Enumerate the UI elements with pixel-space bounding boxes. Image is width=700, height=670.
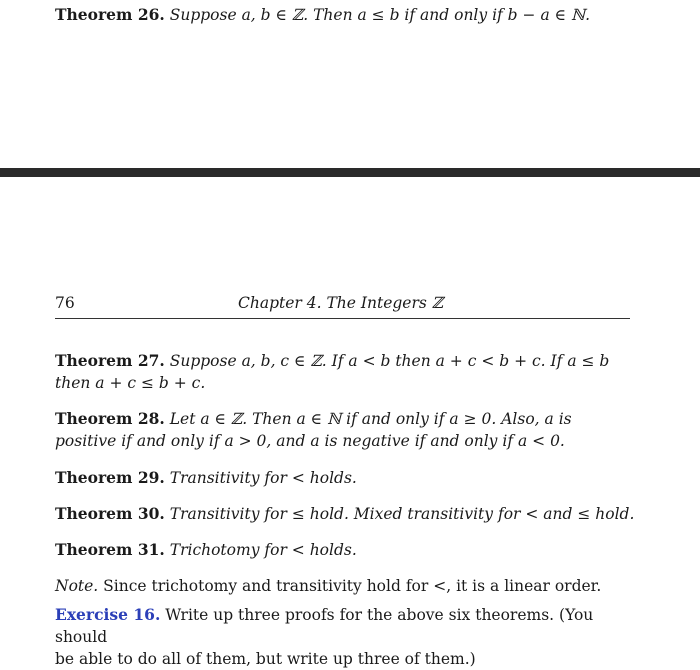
page-number: 76 bbox=[55, 294, 75, 312]
theorem-30 bbox=[55, 503, 635, 525]
chapter-title: Chapter 4. The Integers ℤ bbox=[238, 294, 444, 312]
theorem-27 bbox=[55, 350, 635, 394]
exercise-16-line2: be able to do all of them, but write up three of them.) bbox=[55, 650, 476, 668]
page-separator bbox=[0, 168, 700, 177]
theorem-26-text: Suppose a, b ∈ ℤ. Then a ≤ b if and only if b − a ∈ ℕ. bbox=[169, 6, 591, 24]
note bbox=[55, 575, 635, 597]
theorem-27-line1: Suppose a, b, c ∈ ℤ. If a < b then a + c < b + c. If a ≤ b bbox=[169, 352, 610, 370]
theorem-30-text: Transitivity for ≤ hold. Mixed transitivity for < and ≤ hold. bbox=[169, 505, 635, 523]
theorem-28-line2: positive if and only if a > 0, and a is negative if and only if a < 0. bbox=[55, 432, 565, 450]
exercise-16-label: Exercise 16. bbox=[55, 605, 161, 624]
theorem-26 bbox=[55, 4, 635, 26]
exercise-16 bbox=[55, 604, 635, 670]
exercise-16-line1: Write up three proofs for the above six theorems. (You should bbox=[55, 606, 594, 646]
theorem-31-text: Trichotomy for < holds. bbox=[169, 541, 357, 559]
theorem-30-label: Theorem 30. bbox=[55, 504, 165, 523]
theorem-27-line2: then a + c ≤ b + c. bbox=[55, 374, 206, 392]
running-head bbox=[55, 294, 630, 319]
note-text: Since trichotomy and transitivity hold for <, it is a linear order. bbox=[103, 577, 602, 595]
theorem-28 bbox=[55, 408, 635, 452]
theorem-26-label: Theorem 26. bbox=[55, 5, 165, 24]
theorem-29 bbox=[55, 467, 635, 489]
note-label: Note. bbox=[55, 577, 99, 595]
theorem-31-label: Theorem 31. bbox=[55, 540, 165, 559]
top-page bbox=[0, 0, 700, 170]
bottom-page bbox=[0, 177, 700, 668]
theorem-31 bbox=[55, 539, 635, 561]
theorem-27-label: Theorem 27. bbox=[55, 351, 165, 370]
theorem-28-line1: Let a ∈ ℤ. Then a ∈ ℕ if and only if a ≥ 0. Also, a is bbox=[169, 410, 572, 428]
theorem-28-label: Theorem 28. bbox=[55, 409, 165, 428]
theorem-29-text: Transitivity for < holds. bbox=[169, 469, 357, 487]
theorem-29-label: Theorem 29. bbox=[55, 468, 165, 487]
